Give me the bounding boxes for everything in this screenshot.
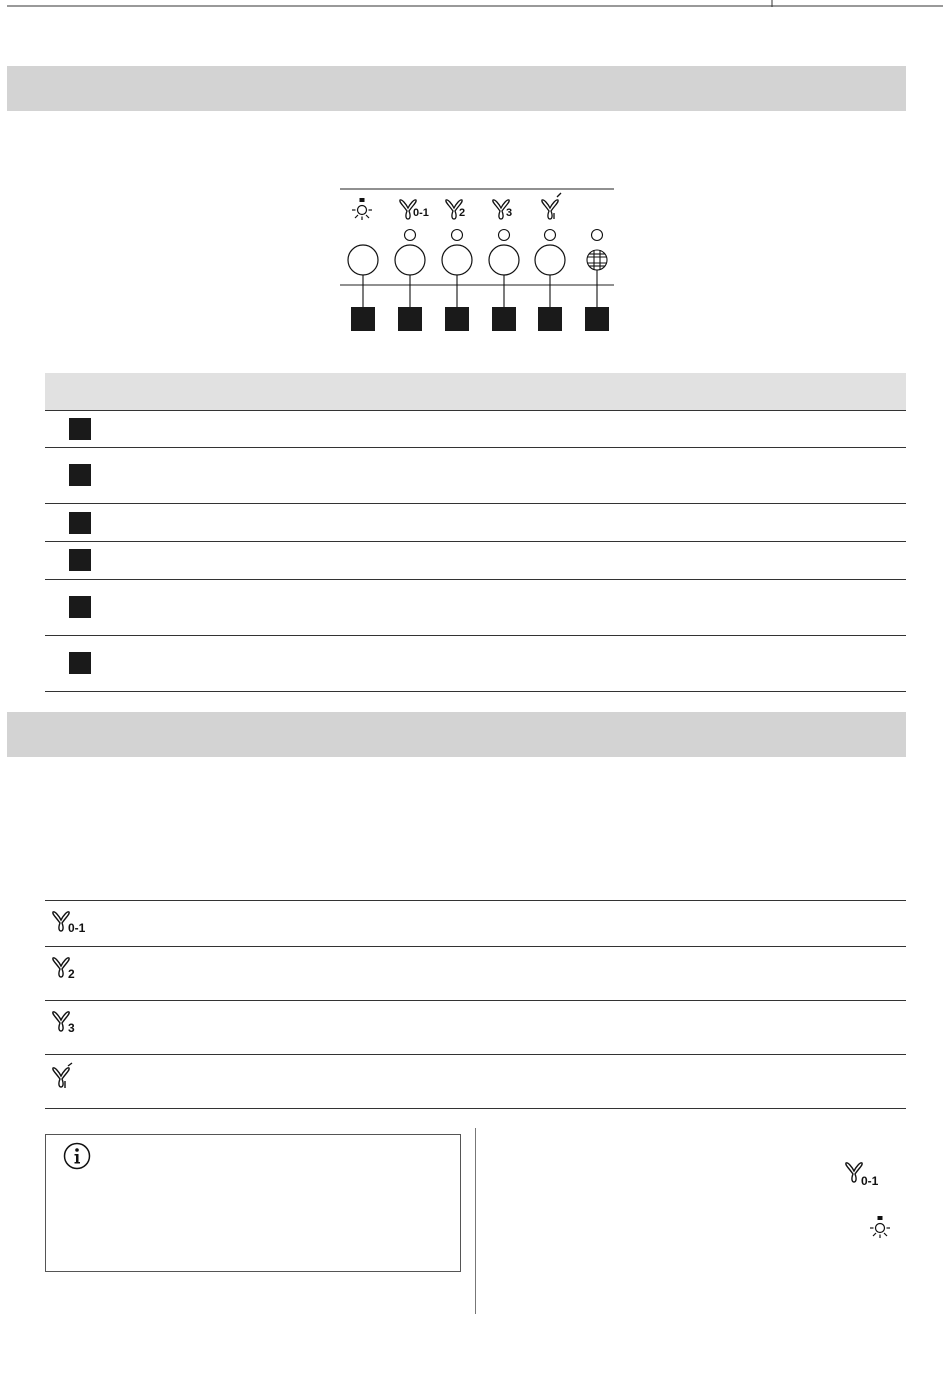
- indicator-led-fan-2: [452, 230, 463, 241]
- control-panel-diagram: [336, 180, 626, 340]
- fan-speed-label: 2: [68, 967, 75, 981]
- row-marker: [69, 596, 91, 618]
- info-icon: [62, 1141, 92, 1171]
- table-row: [45, 1055, 906, 1109]
- row-marker: [69, 418, 91, 440]
- row-marker: [69, 652, 91, 674]
- top-rule: [0, 0, 950, 30]
- callout-marker-4: [492, 307, 516, 331]
- table-row: [45, 542, 906, 580]
- callout-marker-3: [445, 307, 469, 331]
- fan-speed-label: 2: [459, 207, 466, 219]
- row-marker: [69, 512, 91, 534]
- fan-icon: [49, 1007, 99, 1039]
- fan-icon: [49, 907, 99, 939]
- fan-speed-label: 3: [68, 1021, 75, 1035]
- callout-marker-2: [398, 307, 422, 331]
- fan-speed-0-1-button[interactable]: [395, 245, 425, 275]
- fan-intensive-icon: [542, 193, 561, 219]
- column-divider: [475, 1128, 476, 1314]
- functions-table: [45, 373, 906, 692]
- fan-intensive-icon: [49, 1061, 99, 1093]
- section-heading-band: [7, 712, 906, 757]
- fan-speed-label: 3: [506, 207, 513, 219]
- fan-speed-label: 0-1: [68, 921, 86, 935]
- fan-speed-3-button[interactable]: [489, 245, 519, 275]
- indicator-led-fan-3: [499, 230, 510, 241]
- light-icon: [864, 1210, 896, 1242]
- indicator-led-fan-intensive: [545, 230, 556, 241]
- fan-speed-2-button[interactable]: [442, 245, 472, 275]
- grease-filter-icon[interactable]: [587, 250, 607, 270]
- fan-intensive-button[interactable]: [535, 245, 565, 275]
- table-header: [45, 373, 906, 411]
- table-row: [45, 947, 906, 1001]
- row-marker: [69, 464, 91, 486]
- indicator-led-fan-0-1: [405, 230, 416, 241]
- callout-marker-1: [351, 307, 375, 331]
- table-row: [45, 448, 906, 504]
- light-icon: [352, 198, 372, 220]
- callout-marker-5: [538, 307, 562, 331]
- table-row: [45, 411, 906, 448]
- table-row: [45, 636, 906, 692]
- note-box: [45, 1134, 461, 1272]
- table-row: [45, 1001, 906, 1055]
- fan-icon: [842, 1158, 892, 1190]
- row-marker: [69, 549, 91, 571]
- section-heading-band: [7, 66, 906, 111]
- fan-speed-label: 0-1: [861, 1174, 879, 1188]
- fan-speed-label: 0-1: [413, 207, 429, 219]
- table-row: [45, 504, 906, 542]
- callout-marker-6: [585, 307, 609, 331]
- fan-speed-table: [45, 900, 906, 1109]
- fan-icon: [49, 953, 99, 985]
- light-button[interactable]: [348, 245, 378, 275]
- indicator-led-filter: [592, 230, 603, 241]
- table-row: [45, 901, 906, 947]
- table-row: [45, 580, 906, 636]
